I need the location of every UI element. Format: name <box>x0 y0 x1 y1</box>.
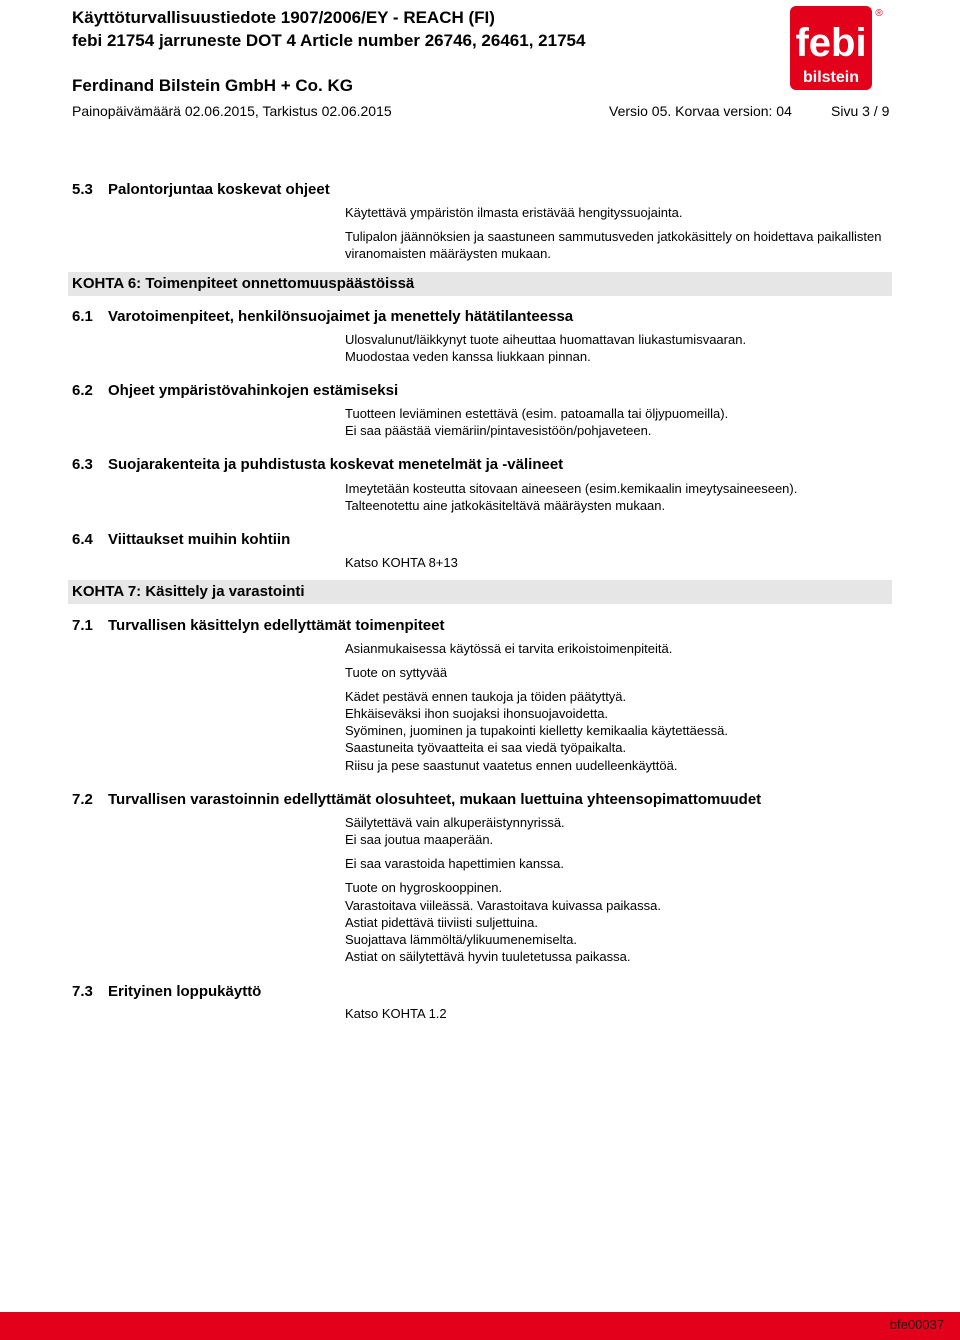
section-7-1-title: Turvallisen käsittelyn edellyttämät toimenpiteet <box>108 617 445 634</box>
febi-bilstein-logo <box>790 6 886 90</box>
s71-text-7: Riisu ja pese saastunut vaatetus ennen uudelleenkäyttöä. <box>345 758 678 773</box>
footer-bar <box>0 1312 960 1340</box>
s64-text-1: Katso KOHTA 8+13 <box>345 555 458 570</box>
logo-bottom-text: bilstein <box>802 69 860 86</box>
page-number: Sivu 3 / 9 <box>831 103 890 119</box>
s72-text-6: Astiat pidettävä tiiviisti suljettuina. <box>345 915 538 930</box>
s63-text-2: Talteenotettu aine jatkokäsiteltävä määräysten mukaan. <box>345 498 666 513</box>
product-title: febi 21754 jarruneste DOT 4 Article number 26746, 26461, 21754 <box>72 31 586 50</box>
section-6-2-number: 6.2 <box>72 382 93 399</box>
s53-text-2b: viranomaisten määräysten mukaan. <box>345 246 551 261</box>
s72-text-4: Tuote on hygroskooppinen. <box>345 880 503 895</box>
s73-text-1: Katso KOHTA 1.2 <box>345 1006 447 1021</box>
s72-text-2: Ei saa joutua maaperään. <box>345 832 494 847</box>
section-6-3-title: Suojarakenteita ja puhdistusta koskevat menetelmät ja -välineet <box>108 456 564 473</box>
section-6-2-title: Ohjeet ympäristövahinkojen estämiseksi <box>108 382 399 399</box>
logo-top-text: febi <box>795 21 867 65</box>
kohta-7-header <box>68 580 892 604</box>
s72-text-1: Säilytettävä vain alkuperäistynnyrissä. <box>345 815 565 830</box>
s72-text-3: Ei saa varastoida hapettimien kanssa. <box>345 856 564 871</box>
kohta-6-title: KOHTA 6: Toimenpiteet onnettomuuspäästöissä <box>72 275 415 292</box>
s61-text-1: Ulosvalunut/läikkynyt tuote aiheuttaa huomattavan liukastumisvaaran. <box>345 332 747 347</box>
s62-text-2: Ei saa päästää viemäriin/pintavesistöön/pohjaveteen. <box>345 423 652 438</box>
section-7-1-number: 7.1 <box>72 617 93 634</box>
section-6-4-title: Viittaukset muihin kohtiin <box>108 531 291 548</box>
s62-text-1: Tuotteen leviäminen estettävä (esim. patoamalla tai öljypuomeilla). <box>345 406 729 421</box>
section-5-3-number: 5.3 <box>72 181 93 198</box>
footer-code: bfe00037 <box>889 1317 944 1332</box>
s71-text-1: Asianmukaisessa käytössä ei tarvita erikoistoimenpiteitä. <box>345 641 673 656</box>
s63-text-1: Imeytetään kosteutta sitovaan aineeseen (esim.kemikaalin imeytysaineeseen). <box>345 481 798 496</box>
section-7-3-title: Erityinen loppukäyttö <box>108 983 262 1000</box>
company-name: Ferdinand Bilstein GmbH + Co. KG <box>72 76 353 95</box>
s53-text-2a: Tulipalon jäännöksien ja saastuneen sammutusveden jatkokäsittely on hoidettava paikallisten <box>345 229 882 244</box>
section-6-4-number: 6.4 <box>72 531 93 548</box>
section-5-3-title: Palontorjuntaa koskevat ohjeet <box>108 181 330 198</box>
s71-text-6: Saastuneita työvaatteita ei saa viedä työpaikalta. <box>345 740 627 755</box>
s61-text-2: Muodostaa veden kanssa liukkaan pinnan. <box>345 349 591 364</box>
registered-mark: ® <box>875 8 883 19</box>
s72-text-5: Varastoitava viileässä. Varastoitava kuivassa paikassa. <box>345 898 662 913</box>
s71-text-2: Tuote on syttyvää <box>345 665 448 680</box>
section-7-3-number: 7.3 <box>72 983 93 1000</box>
s71-text-5: Syöminen, juominen ja tupakointi kielletty kemikaalia käytettäessä. <box>345 723 728 738</box>
kohta-6-header <box>68 272 892 296</box>
section-6-1-title: Varotoimenpiteet, henkilönsuojaimet ja menettely hätätilanteessa <box>108 308 574 325</box>
document-title: Käyttöturvallisuustiedote 1907/2006/EY - REACH (FI) <box>72 8 495 27</box>
section-6-1-number: 6.1 <box>72 308 93 325</box>
section-7-2-number: 7.2 <box>72 791 93 808</box>
s71-text-3: Kädet pestävä ennen taukoja ja töiden päätyttyä. <box>345 689 627 704</box>
section-7-2-title: Turvallisen varastoinnin edellyttämät olosuhteet, mukaan luettuina yhteensopimattomuudet <box>108 791 762 808</box>
s71-text-4: Ehkäiseväksi ihon suojaksi ihonsuojavoidetta. <box>345 706 609 721</box>
version-info: Versio 05. Korvaa version: 04 <box>609 103 792 119</box>
kohta-7-title: KOHTA 7: Käsittely ja varastointi <box>72 583 305 600</box>
s72-text-7: Suojattava lämmöltä/ylikuumenemiselta. <box>345 932 577 947</box>
s53-text-1: Käytettävä ympäristön ilmasta eristävää hengityssuojainta. <box>345 205 683 220</box>
section-6-3-number: 6.3 <box>72 456 93 473</box>
print-date: Painopäivämäärä 02.06.2015, Tarkistus 02.06.2015 <box>72 103 392 119</box>
s72-text-8: Astiat on säilytettävä hyvin tuuletetussa paikassa. <box>345 949 631 964</box>
